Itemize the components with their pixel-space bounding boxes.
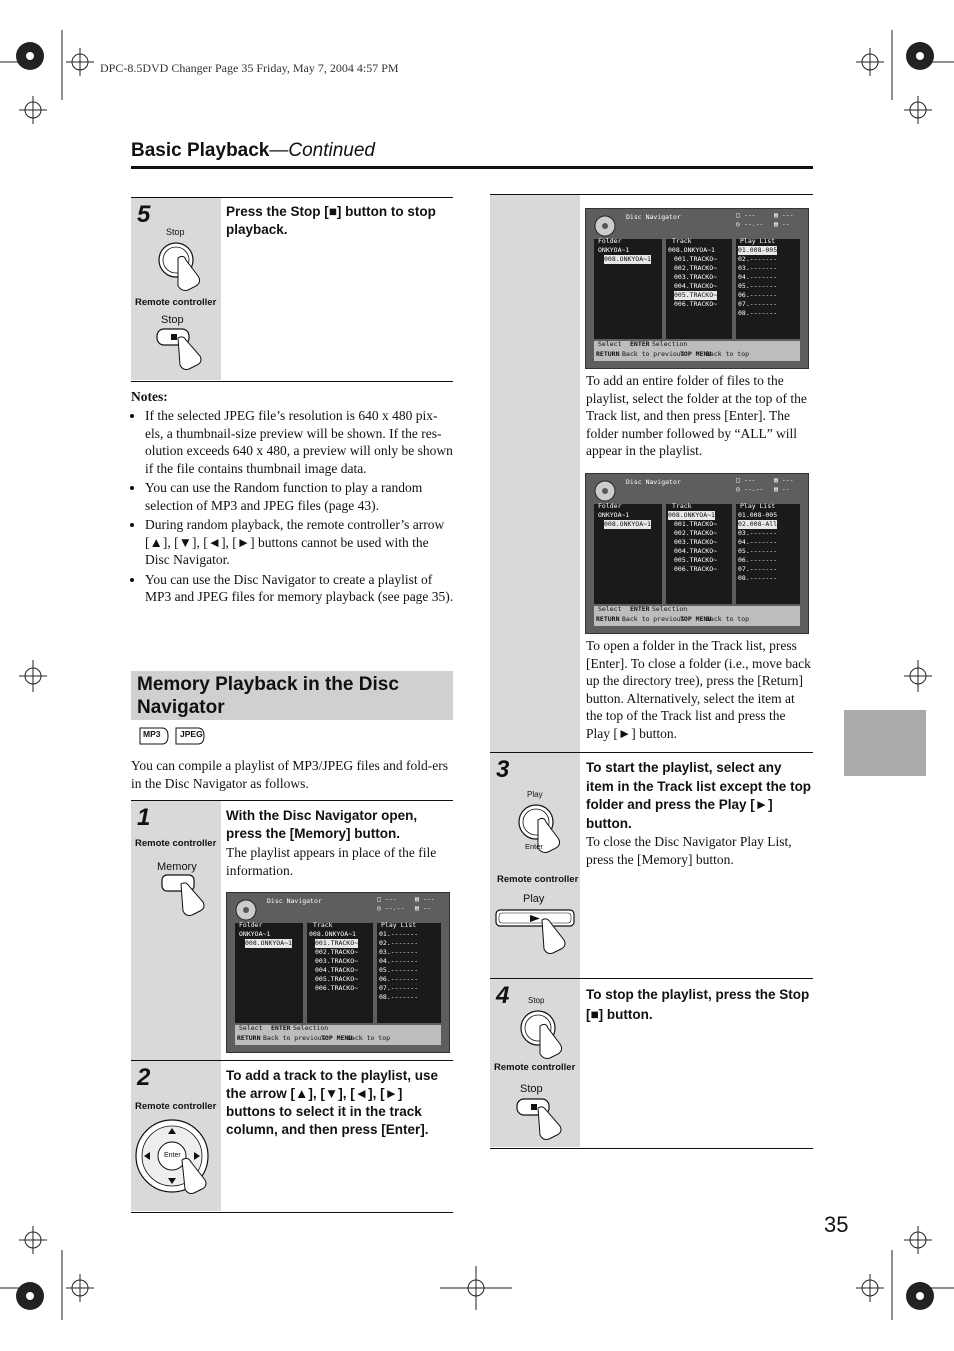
folder-head: Folder <box>598 502 622 510</box>
screen-info: ▤ -- <box>774 485 790 493</box>
screen-info: □ --- <box>736 476 756 484</box>
print-header: DPC-8.5DVD Changer Page 35 Friday, May 7, 2004 4:57 PM <box>100 61 399 75</box>
right-para-2: To open a folder in the Track list, press [Enter]. To close a folder (i.e., move back up the directory tree), press the [Return] button. Alternatively, select the item at the top of the Track list and press the Play [►] button. <box>586 638 811 741</box>
stop-button-press-icon <box>150 236 220 294</box>
help-back-top: Back to top <box>706 615 750 623</box>
step-4-remote-label: Remote controller <box>494 1062 576 1073</box>
track-item: 006.TRACKO~ <box>674 300 718 308</box>
playlist-item: 08.------- <box>738 574 778 582</box>
playlist-item: 01.008-005 <box>738 246 778 254</box>
playlist-item: 03.------- <box>379 948 419 956</box>
track-item: 003.TRACKO~ <box>674 273 718 281</box>
jpeg-badge: JPEG <box>180 729 203 739</box>
section-title-continued: —Continued <box>269 140 375 161</box>
right-para-1: To add an entire folder of files to the playlist, select the folder at the top of the Track list, and then press [Enter]. The folder number followed by “ALL” will appear in the playlist. <box>586 373 807 458</box>
notes-list <box>131 407 454 606</box>
help-return-key: RETURN <box>596 350 620 358</box>
playlist-item: 02.------- <box>379 939 419 947</box>
playlist-item: 02.008-All <box>738 520 778 528</box>
help-back-top: Back to top <box>706 350 750 358</box>
track-item: 005.TRACKO~ <box>315 975 359 983</box>
memory-key-press-icon <box>155 872 221 922</box>
track-item: 001.TRACKO~ <box>674 520 718 528</box>
folder-item: 008.ONKYOA~1 <box>604 520 651 528</box>
help-back-previous: Back to previous <box>622 615 685 623</box>
track-item: 008.ONKYOA~1 <box>668 246 715 254</box>
memory-intro: You can compile a playlist of MP3/JPEG files and fold-ers in the Disc Navigator as follows. <box>131 758 448 791</box>
help-enter-key: ENTER <box>271 1024 291 1032</box>
help-back-previous: Back to previous <box>263 1034 326 1042</box>
playlist-item: 01.008-005 <box>738 511 778 519</box>
track-item: 005.TRACKO~ <box>674 556 718 564</box>
step-2-number: 2 <box>137 1064 151 1091</box>
playlist-item: 06.------- <box>379 975 419 983</box>
playlist-item: 04.------- <box>738 538 778 546</box>
section-title <box>131 140 375 162</box>
playlist-item: 03.------- <box>738 264 778 272</box>
track-item: 006.TRACKO~ <box>674 565 718 573</box>
stop-key-press-icon-step4 <box>514 1096 580 1144</box>
screen-info: ◷ --.-- <box>377 904 405 912</box>
track-item: 008.ONKYOA~1 <box>668 511 715 519</box>
chapter-tab <box>844 710 926 776</box>
arrow-pad-icon <box>132 1116 220 1206</box>
playlist-item: 05.------- <box>738 282 778 290</box>
track-item: 002.TRACKO~ <box>315 948 359 956</box>
playlist-item: 03.------- <box>738 529 778 537</box>
track-item: 006.TRACKO~ <box>315 984 359 992</box>
track-item: 008.ONKYOA~1 <box>309 930 356 938</box>
disc-icon <box>594 480 616 502</box>
step-2-remote-label: Remote controller <box>135 1101 217 1112</box>
folder-head: Folder <box>598 237 622 245</box>
folder-item: ONKYOA~1 <box>598 246 630 254</box>
help-enter-key: ENTER <box>630 605 650 613</box>
help-return-key: RETURN <box>596 615 620 623</box>
step-3-remote-label: Remote controller <box>497 874 579 885</box>
page-number: 35 <box>824 1212 849 1237</box>
folder-head: Folder <box>239 921 263 929</box>
enter-label-step3: Enter <box>525 842 543 851</box>
help-topmenu-key: TOP MENU <box>321 1034 353 1042</box>
screen-title: Disc Navigator <box>626 478 681 486</box>
playlist-item: 02.------- <box>738 255 778 263</box>
help-back-top: Back to top <box>347 1034 391 1042</box>
note-item: • During random playback, the remote controller’s arrow [▲], [▼], [◄], [►] buttons cannot be used with the Disc Navigator. <box>145 516 454 569</box>
enter-label: Enter <box>164 1152 181 1159</box>
step-4-stop-label-bottom: Stop <box>520 1083 543 1095</box>
step-4-stop-label: Stop <box>528 996 545 1005</box>
help-selection: Selection <box>293 1024 329 1032</box>
screen-info: □ --- <box>736 211 756 219</box>
playlist-head: Play List <box>381 921 417 929</box>
track-item: 001.TRACKO~ <box>315 939 359 947</box>
help-back-previous: Back to previous <box>622 350 685 358</box>
note-item: • You can use the Random function to play a random selection of MP3 and JPEG files (page 43). <box>145 479 454 514</box>
help-select: Select <box>598 340 622 348</box>
step-1-body: The playlist appears in place of the file information. <box>226 845 437 878</box>
play-label-bottom: Play <box>523 893 545 905</box>
step-1-instruction: With the Disc Navigator open, press the [Memory] button. <box>226 808 418 841</box>
screen-title: Disc Navigator <box>267 897 322 905</box>
help-enter-key: ENTER <box>630 340 650 348</box>
disc-navigator-screen <box>585 473 809 634</box>
playlist-item: 07.------- <box>379 984 419 992</box>
playlist-item: 04.------- <box>738 273 778 281</box>
step-5-remote-label: Remote controller <box>135 297 217 308</box>
disc-icon <box>235 899 257 921</box>
play-key-press-icon <box>494 906 580 960</box>
screen-title: Disc Navigator <box>626 213 681 221</box>
section-rule <box>131 166 813 169</box>
playlist-item: 01.------- <box>379 930 419 938</box>
step-5-instruction: Press the Stop [■] button to stop playback. <box>226 204 436 237</box>
playlist-item: 06.------- <box>738 291 778 299</box>
track-item: 003.TRACKO~ <box>315 957 359 965</box>
play-label-top: Play <box>527 790 543 799</box>
folder-item: 008.ONKYOA~1 <box>245 939 292 947</box>
disc-navigator-screen <box>226 892 450 1053</box>
screen-info: ▤ --- <box>774 211 794 219</box>
playlist-item: 05.------- <box>379 966 419 974</box>
help-select: Select <box>598 605 622 613</box>
playlist-item: 08.------- <box>738 309 778 317</box>
track-head: Track <box>672 502 692 510</box>
step-4-instruction: To stop the playlist, press the Stop [■] button. <box>586 987 810 1022</box>
help-selection: Selection <box>652 340 688 348</box>
folder-item: 008.ONKYOA~1 <box>604 255 651 263</box>
playlist-item: 07.------- <box>738 300 778 308</box>
stop-key-press-icon <box>154 326 220 376</box>
playlist-head: Play List <box>740 237 776 245</box>
step-3-number: 3 <box>496 756 510 783</box>
stop-button-press-icon-step4 <box>512 1004 582 1064</box>
track-item: 001.TRACKO~ <box>674 255 718 263</box>
folder-item: ONKYOA~1 <box>239 930 271 938</box>
track-item: 004.TRACKO~ <box>315 966 359 974</box>
help-selection: Selection <box>652 605 688 613</box>
mp3-badge: MP3 <box>143 729 161 739</box>
step-5-stop-label: Stop <box>166 227 185 237</box>
step-2-continued-panel <box>490 195 580 752</box>
track-item: 004.TRACKO~ <box>674 282 718 290</box>
track-item: 002.TRACKO~ <box>674 264 718 272</box>
disc-icon <box>594 215 616 237</box>
notes <box>131 389 454 608</box>
track-item: 002.TRACKO~ <box>674 529 718 537</box>
screen-info: ◷ --.-- <box>736 485 764 493</box>
help-topmenu-key: TOP MENU <box>680 350 712 358</box>
step-5-number: 5 <box>137 201 151 228</box>
playlist-item: 08.------- <box>379 993 419 1001</box>
step-1-remote-label: Remote controller <box>135 838 217 849</box>
step-3-instruction: To start the playlist, select any item in the Track list except the top folder and press the Play [►] button. <box>586 760 812 831</box>
help-select: Select <box>239 1024 263 1032</box>
disc-navigator-screen <box>585 208 809 369</box>
playlist-item: 04.------- <box>379 957 419 965</box>
screen-info: ▤ -- <box>774 220 790 228</box>
track-item: 003.TRACKO~ <box>674 538 718 546</box>
screen-info: ▤ -- <box>415 904 431 912</box>
help-topmenu-key: TOP MENU <box>680 615 712 623</box>
notes-title: Notes: <box>131 389 168 404</box>
playlist-head: Play List <box>740 502 776 510</box>
step-4-number: 4 <box>496 982 510 1009</box>
track-head: Track <box>313 921 333 929</box>
step-5-stop-label-bottom: Stop <box>161 314 184 326</box>
note-item: • You can use the Disc Navigator to create a playlist of MP3 and JPEG files for memory playback (see page 35). <box>145 571 454 606</box>
playlist-item: 06.------- <box>738 556 778 564</box>
step-3-body: To close the Disc Navigator Play List, press the [Memory] button. <box>586 834 792 867</box>
section-title-main: Basic Playback <box>131 140 270 161</box>
memory-playback-title: Memory Playback in the Disc Navigator <box>131 671 453 720</box>
track-item: 005.TRACKO~ <box>674 291 718 299</box>
folder-item: ONKYOA~1 <box>598 511 630 519</box>
screen-info: ◷ --.-- <box>736 220 764 228</box>
screen-info: ▤ --- <box>415 895 435 903</box>
step-1-number: 1 <box>137 804 151 831</box>
playlist-item: 05.------- <box>738 547 778 555</box>
play-button-press-icon <box>510 798 580 864</box>
screen-info: ▤ --- <box>774 476 794 484</box>
screen-info: □ --- <box>377 895 397 903</box>
memory-button-label: Memory <box>157 861 197 873</box>
track-head: Track <box>672 237 692 245</box>
playlist-item: 07.------- <box>738 565 778 573</box>
track-item: 004.TRACKO~ <box>674 547 718 555</box>
step-2-instruction: To add a track to the playlist, use the arrow [▲], [▼], [◄], [►] buttons to select it in the track column, and then press [Enter]. <box>226 1068 439 1137</box>
help-return-key: RETURN <box>237 1034 261 1042</box>
note-item: • If the selected JPEG file’s resolution is 640 x 480 pix-els, a thumbnail-size preview will be shown. If the res-olution exceeds 640 x 480, a preview will only be shown if the file contains thumbnail image data. <box>145 407 454 477</box>
